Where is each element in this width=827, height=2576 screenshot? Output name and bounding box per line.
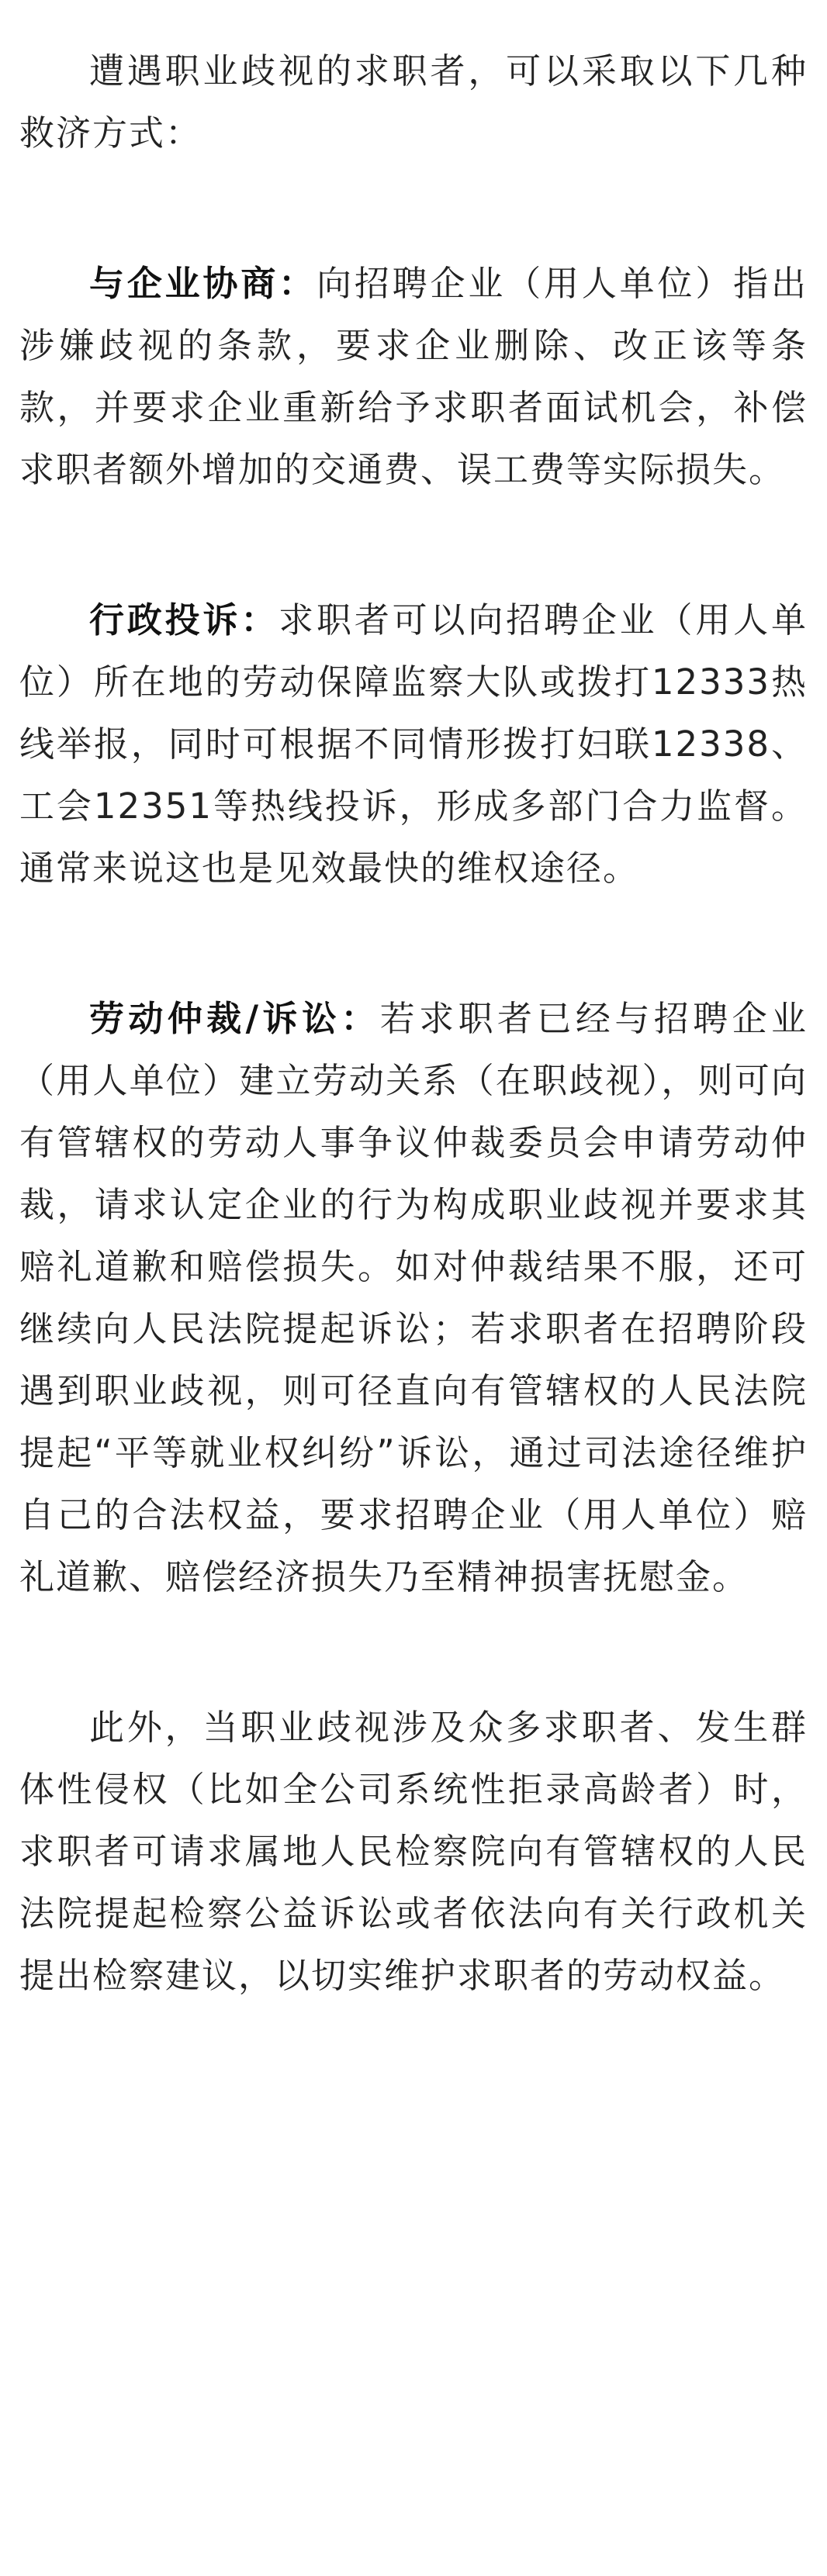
paragraph-spacer <box>19 1608 808 1697</box>
negotiation-paragraph <box>19 253 808 501</box>
paragraph-spacer <box>19 164 808 253</box>
paragraph-spacer <box>19 900 808 988</box>
closing-paragraph: 此外，当职业歧视涉及众多求职者、发生群体性侵权（比如全公司系统性拒录高龄者）时，求职者可请求属地人民检察院向有管辖权的人民法院提起检察公益诉讼或者依法向有关行政机关提出检察建议，以切实维护求职者的劳动权益。 <box>19 1707 808 1996</box>
complaint-heading: 行政投诉： <box>89 599 279 641</box>
complaint-body: 求职者可以向招聘企业（用人单位）所在地的劳动保障监察大队或拨打12333热线举报，同时可根据不同情形拨打妇联12338、工会12351等热线投诉，形成多部门合力监督。通常来说这也是见效最快的维权途径。 <box>19 599 808 889</box>
paragraph-spacer <box>19 501 808 589</box>
negotiation-body: 向招聘企业（用人单位）指出涉嫌歧视的条款，要求企业删除、改正该等条款，并要求企业重新给予求职者面试机会，补偿求职者额外增加的交通费、误工费等实际损失。 <box>19 263 808 490</box>
arbitration-body: 若求职者已经与招聘企业（用人单位）建立劳动关系（在职歧视），则可向有管辖权的劳动人事争议仲裁委员会申请劳动仲裁，请求认定企业的行为构成职业歧视并要求其赔礼道歉和赔偿损失。如对仲裁结果不服，还可继续向人民法院提起诉讼；若求职者在招聘阶段遇到职业歧视，则可径直向有管辖权的人民法院提起“平等就业权纠纷”诉讼，通过司法途径维护自己的合法权益，要求招聘企业（用人单位）赔礼道歉、赔偿经济损失乃至精神损害抚慰金。 <box>19 998 808 1597</box>
arbitration-paragraph <box>19 988 808 1608</box>
complaint-paragraph <box>19 589 808 900</box>
negotiation-heading: 与企业协商： <box>89 263 317 304</box>
arbitration-heading: 劳动仲裁/诉讼： <box>89 998 380 1039</box>
intro-paragraph: 遭遇职业歧视的求职者，可以采取以下几种救济方式： <box>19 50 808 154</box>
